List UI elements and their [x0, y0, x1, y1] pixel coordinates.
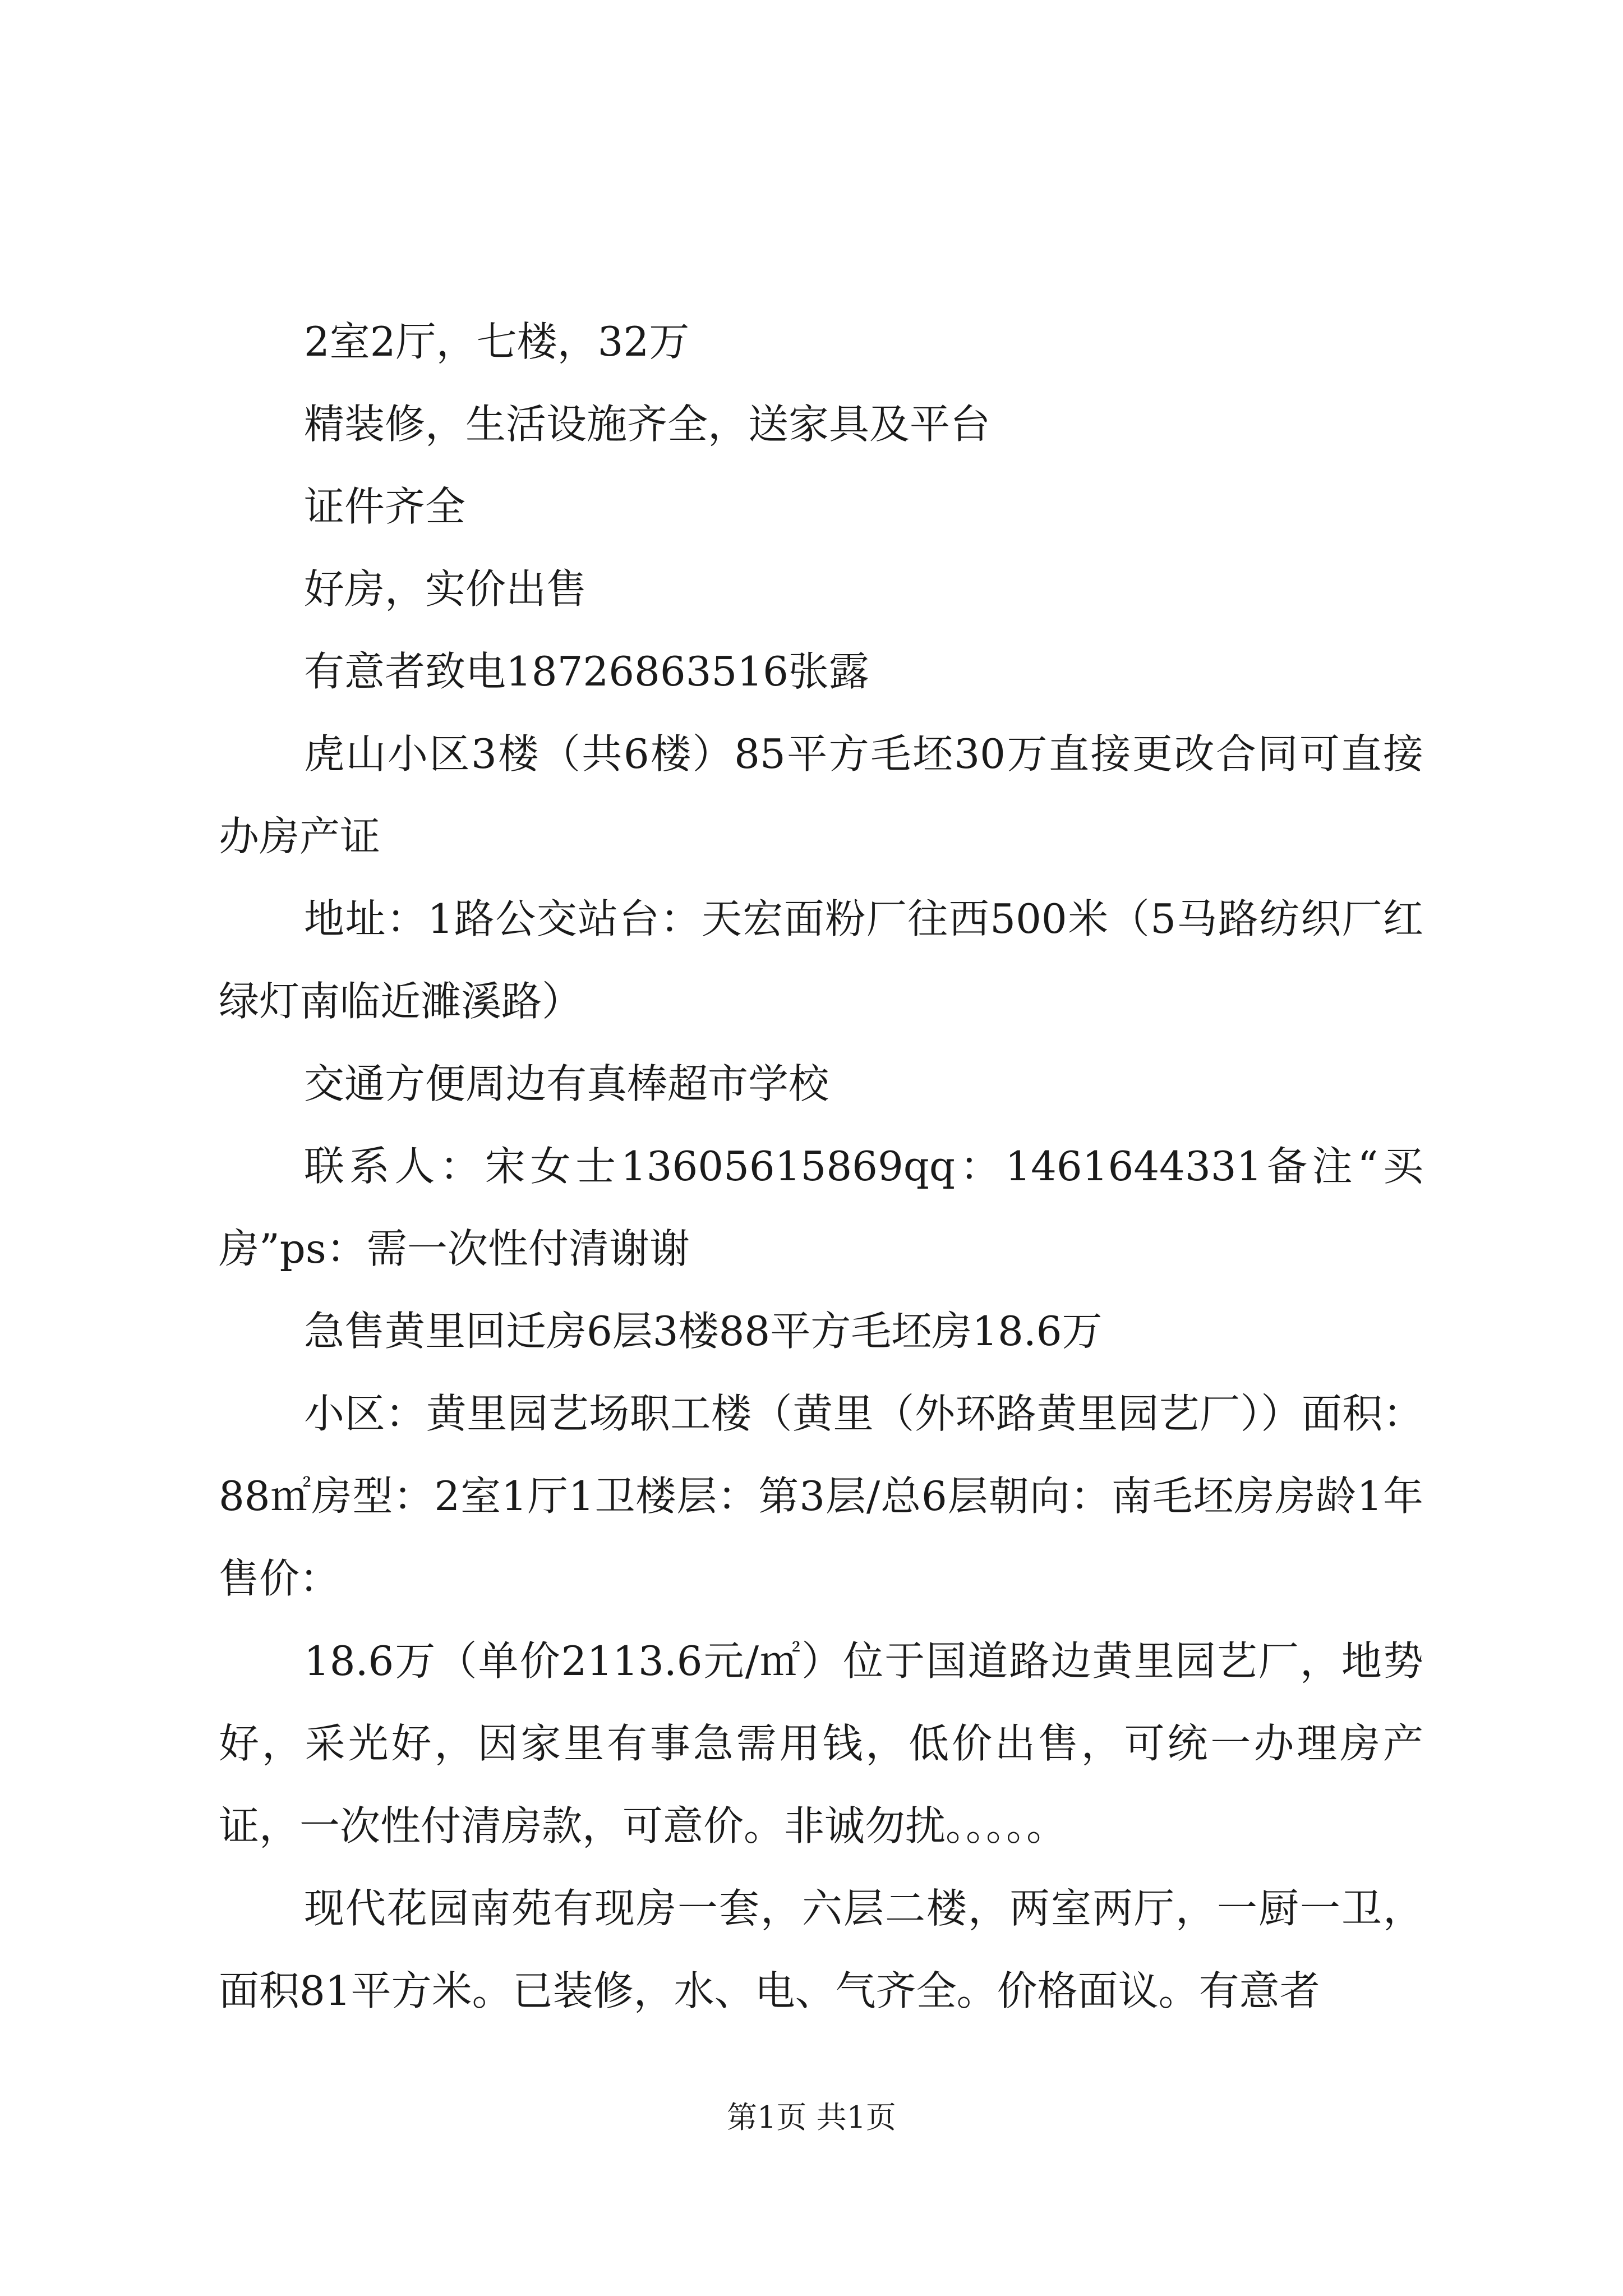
- paragraph-2: 精装修，生活设施齐全，送家具及平台: [304, 401, 991, 448]
- paragraph-1: 2室2厅，七楼，32万: [304, 318, 690, 365]
- paragraph-3: 证件齐全: [304, 483, 466, 530]
- paragraph-6: 虎山小区3楼（共6楼）85平方毛坯30万直接更改合同可直接办房产证: [219, 730, 1423, 860]
- paragraph-10: 急售黄里回迁房6层3楼88平方毛坯房18.6万: [304, 1308, 1103, 1355]
- paragraph-7: 地址：1路公交站台：天宏面粉厂往西500米（5马路纺织厂红绿灯南临近濉溪路）: [219, 895, 1423, 1025]
- paragraph-8: 交通方便周边有真棒超市学校: [304, 1060, 829, 1107]
- paragraph-5: 有意者致电18726863516张露: [304, 648, 869, 695]
- paragraph-11: 小区：黄里园艺场职工楼（黄里（外环路黄里园艺厂））面积：88㎡房型：2室1厅1卫楼层：第3层/总6层朝向：南毛坯房房龄1年售价：: [219, 1390, 1423, 1602]
- paragraph-12: 18.6万（单价2113.6元/㎡）位于国道路边黄里园艺厂，地势好，采光好，因家里有事急需用钱，低价出售，可统一办理房产证，一次性付清房款，可意价。非诚勿扰。。。。。: [219, 1637, 1423, 1849]
- page-footer: 第1页 共1页: [727, 2100, 896, 2135]
- paragraph-9: 联系人：宋女士13605615869qq：1461644331备注“买房”ps：需一次性付清谢谢: [219, 1143, 1423, 1272]
- paragraph-4: 好房，实价出售: [304, 565, 587, 613]
- paragraph-13: 现代花园南苑有现房一套，六层二楼，两室两厅，一厨一卫，面积81平方米。已装修，水、电、气齐全。价格面议。有意者: [219, 1885, 1423, 2014]
- document-body: [219, 301, 1423, 2032]
